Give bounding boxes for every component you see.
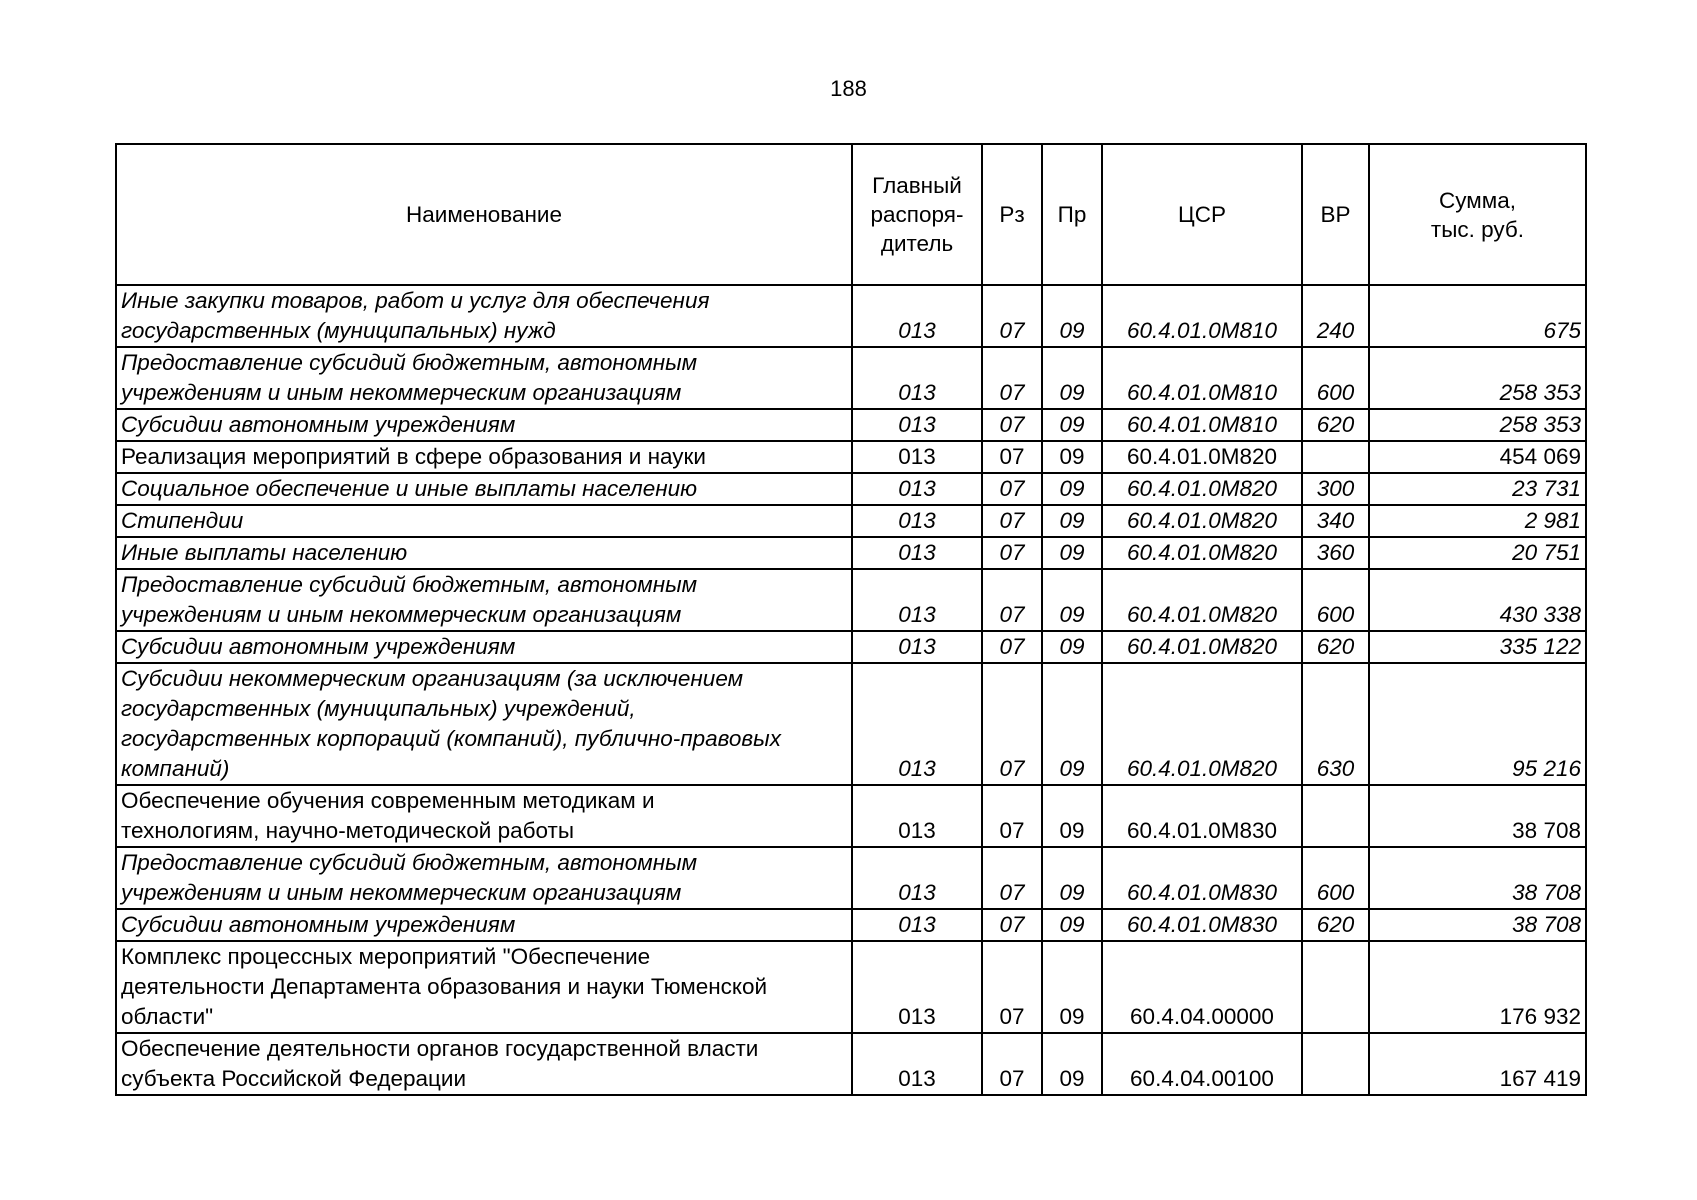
cell-name-line: государственных (муниципальных) нужд [121, 318, 556, 343]
cell-main-manager: 013 [852, 941, 982, 1033]
cell-expense-type: 630 [1302, 663, 1369, 785]
cell-section: 07 [982, 631, 1042, 663]
cell-name [116, 847, 852, 909]
cell-main-manager: 013 [852, 1033, 982, 1095]
cell-main-manager: 013 [852, 409, 982, 441]
header-target-article: ЦСР [1102, 144, 1302, 285]
cell-sum: 258 353 [1369, 347, 1586, 409]
header-expense-type: ВР [1302, 144, 1369, 285]
cell-sum: 167 419 [1369, 1033, 1586, 1095]
cell-name-line: деятельности Департамента образования и науки Тюменской [121, 974, 768, 999]
cell-name [116, 473, 852, 505]
cell-expense-type: 620 [1302, 909, 1369, 941]
cell-sum: 258 353 [1369, 409, 1586, 441]
cell-subsection: 09 [1042, 505, 1102, 537]
cell-subsection: 09 [1042, 347, 1102, 409]
cell-name [116, 631, 852, 663]
cell-name-line: Иные закупки товаров, работ и услуг для обеспечения [121, 288, 710, 313]
table-row [116, 537, 1586, 569]
cell-target-article: 60.4.01.0М820 [1102, 441, 1302, 473]
table-row [116, 347, 1586, 409]
cell-expense-type: 620 [1302, 631, 1369, 663]
table-row [116, 1033, 1586, 1095]
cell-expense-type [1302, 941, 1369, 1033]
cell-main-manager: 013 [852, 631, 982, 663]
cell-main-manager: 013 [852, 537, 982, 569]
cell-main-manager: 013 [852, 285, 982, 347]
table-row [116, 285, 1586, 347]
cell-expense-type: 300 [1302, 473, 1369, 505]
cell-name-line: Реализация мероприятий в сфере образования и науки [121, 444, 706, 469]
table-row [116, 785, 1586, 847]
cell-target-article: 60.4.01.0М830 [1102, 847, 1302, 909]
cell-target-article: 60.4.04.00100 [1102, 1033, 1302, 1095]
header-main-manager-line: дитель [880, 231, 954, 256]
cell-name-line: учреждениям и иным некоммерческим организациям [121, 380, 682, 405]
cell-expense-type: 360 [1302, 537, 1369, 569]
cell-sum: 20 751 [1369, 537, 1586, 569]
cell-section: 07 [982, 1033, 1042, 1095]
cell-sum: 2 981 [1369, 505, 1586, 537]
cell-name-line: Субсидии автономным учреждениям [121, 912, 516, 937]
cell-subsection: 09 [1042, 409, 1102, 441]
cell-section: 07 [982, 663, 1042, 785]
header-subsection: Пр [1042, 144, 1102, 285]
cell-name-line: Обеспечение обучения современным методикам и [121, 788, 655, 813]
cell-name [116, 1033, 852, 1095]
cell-sum: 675 [1369, 285, 1586, 347]
cell-main-manager: 013 [852, 505, 982, 537]
cell-section: 07 [982, 941, 1042, 1033]
cell-section: 07 [982, 785, 1042, 847]
cell-target-article: 60.4.01.0М810 [1102, 409, 1302, 441]
cell-name [116, 663, 852, 785]
table-row [116, 847, 1586, 909]
cell-main-manager: 013 [852, 785, 982, 847]
cell-sum: 430 338 [1369, 569, 1586, 631]
page-number: 188 [830, 76, 867, 101]
table-row [116, 505, 1586, 537]
cell-section: 07 [982, 347, 1042, 409]
cell-expense-type: 600 [1302, 569, 1369, 631]
cell-section: 07 [982, 441, 1042, 473]
cell-name-line: компаний) [121, 756, 230, 781]
cell-target-article: 60.4.01.0М820 [1102, 631, 1302, 663]
table-row [116, 409, 1586, 441]
cell-expense-type [1302, 785, 1369, 847]
cell-target-article: 60.4.04.00000 [1102, 941, 1302, 1033]
cell-subsection: 09 [1042, 631, 1102, 663]
cell-name [116, 537, 852, 569]
header-sum [1369, 144, 1586, 285]
cell-section: 07 [982, 569, 1042, 631]
cell-name-line: технологиям, научно-методической работы [121, 818, 575, 843]
table-row [116, 473, 1586, 505]
cell-main-manager: 013 [852, 847, 982, 909]
cell-section: 07 [982, 909, 1042, 941]
cell-name-line: Предоставление субсидий бюджетным, автономным [121, 350, 698, 375]
cell-section: 07 [982, 847, 1042, 909]
cell-section: 07 [982, 285, 1042, 347]
cell-name [116, 909, 852, 941]
cell-section: 07 [982, 505, 1042, 537]
table-row [116, 569, 1586, 631]
cell-subsection: 09 [1042, 785, 1102, 847]
cell-name-line: Стипендии [121, 508, 244, 533]
cell-name [116, 285, 852, 347]
cell-target-article: 60.4.01.0М830 [1102, 909, 1302, 941]
cell-expense-type: 600 [1302, 347, 1369, 409]
header-sum-line: тыс. руб. [1430, 216, 1525, 242]
cell-subsection: 09 [1042, 537, 1102, 569]
table-row [116, 909, 1586, 941]
cell-target-article: 60.4.01.0М820 [1102, 505, 1302, 537]
cell-target-article: 60.4.01.0М820 [1102, 663, 1302, 785]
cell-expense-type: 600 [1302, 847, 1369, 909]
header-main-manager-line: Главный [872, 173, 962, 198]
cell-sum: 95 216 [1369, 663, 1586, 785]
cell-main-manager: 013 [852, 347, 982, 409]
cell-subsection: 09 [1042, 941, 1102, 1033]
cell-name-line: Предоставление субсидий бюджетным, автономным [121, 850, 698, 875]
cell-section: 07 [982, 409, 1042, 441]
cell-target-article: 60.4.01.0М820 [1102, 569, 1302, 631]
cell-expense-type: 240 [1302, 285, 1369, 347]
cell-target-article: 60.4.01.0М820 [1102, 537, 1302, 569]
table-row [116, 663, 1586, 785]
cell-name-line: Предоставление субсидий бюджетным, автономным [121, 572, 698, 597]
cell-main-manager: 013 [852, 569, 982, 631]
cell-name-line: государственных корпораций (компаний), публично-правовых [121, 726, 781, 751]
cell-expense-type [1302, 441, 1369, 473]
cell-sum: 23 731 [1369, 473, 1586, 505]
budget-table [115, 143, 1587, 1096]
header-sum-line: Сумма, [1439, 187, 1516, 213]
cell-name-line: учреждениям и иным некоммерческим организациям [121, 602, 682, 627]
table-body [116, 285, 1586, 1095]
cell-name-line: Субсидии некоммерческим организациям (за исключением [121, 666, 744, 691]
header-main-manager-line: распоря- [870, 202, 964, 227]
cell-main-manager: 013 [852, 663, 982, 785]
cell-sum: 176 932 [1369, 941, 1586, 1033]
cell-expense-type: 620 [1302, 409, 1369, 441]
cell-sum: 38 708 [1369, 847, 1586, 909]
cell-name [116, 569, 852, 631]
cell-sum: 38 708 [1369, 909, 1586, 941]
cell-subsection: 09 [1042, 569, 1102, 631]
cell-subsection: 09 [1042, 847, 1102, 909]
header-main-manager [852, 144, 982, 285]
cell-main-manager: 013 [852, 473, 982, 505]
cell-name-line: Обеспечение деятельности органов государственной власти [121, 1036, 759, 1061]
cell-section: 07 [982, 537, 1042, 569]
cell-sum: 38 708 [1369, 785, 1586, 847]
header-row [116, 144, 1586, 285]
cell-name [116, 441, 852, 473]
cell-name-line: Субсидии автономным учреждениям [121, 634, 516, 659]
cell-target-article: 60.4.01.0М830 [1102, 785, 1302, 847]
cell-target-article: 60.4.01.0М810 [1102, 285, 1302, 347]
header-name: Наименование [116, 144, 852, 285]
cell-target-article: 60.4.01.0М820 [1102, 473, 1302, 505]
cell-name-line: Комплекс процессных мероприятий "Обеспечение [121, 944, 651, 969]
cell-name-line: субъекта Российской Федерации [121, 1066, 467, 1091]
cell-main-manager: 013 [852, 441, 982, 473]
header-section: Рз [982, 144, 1042, 285]
cell-name [116, 505, 852, 537]
cell-subsection: 09 [1042, 441, 1102, 473]
cell-expense-type [1302, 1033, 1369, 1095]
cell-name [116, 941, 852, 1033]
cell-sum: 454 069 [1369, 441, 1586, 473]
cell-subsection: 09 [1042, 1033, 1102, 1095]
cell-section: 07 [982, 473, 1042, 505]
table-row [116, 441, 1586, 473]
cell-name-line: области" [121, 1004, 214, 1029]
cell-name-line: Иные выплаты населению [121, 540, 408, 565]
cell-name [116, 785, 852, 847]
cell-subsection: 09 [1042, 663, 1102, 785]
cell-subsection: 09 [1042, 473, 1102, 505]
cell-name [116, 347, 852, 409]
cell-sum: 335 122 [1369, 631, 1586, 663]
cell-name-line: учреждениям и иным некоммерческим организациям [121, 880, 682, 905]
cell-name [116, 409, 852, 441]
table-row [116, 941, 1586, 1033]
cell-name-line: государственных (муниципальных) учреждений, [121, 696, 636, 721]
cell-target-article: 60.4.01.0М810 [1102, 347, 1302, 409]
cell-name-line: Субсидии автономным учреждениям [121, 412, 516, 437]
cell-subsection: 09 [1042, 909, 1102, 941]
cell-name-line: Социальное обеспечение и иные выплаты населению [121, 476, 698, 501]
table-row [116, 631, 1586, 663]
cell-subsection: 09 [1042, 285, 1102, 347]
cell-main-manager: 013 [852, 909, 982, 941]
cell-expense-type: 340 [1302, 505, 1369, 537]
